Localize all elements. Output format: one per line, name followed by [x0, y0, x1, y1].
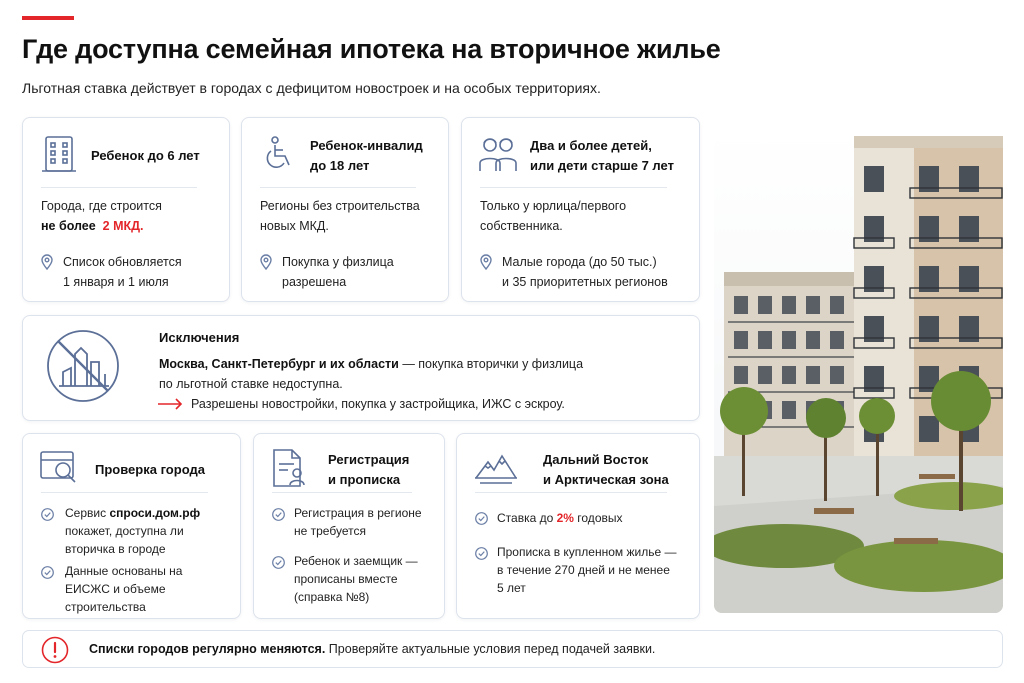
pin-text	[63, 252, 182, 292]
apartment-buildings-image	[714, 126, 1003, 613]
card-body	[480, 196, 685, 236]
body-line: Регионы без строительства	[260, 199, 420, 213]
title-line: Ребенок-инвалид	[310, 138, 423, 153]
check-circle-icon	[41, 566, 54, 579]
pin-line: Список обновляется	[63, 255, 182, 269]
check-item-text	[497, 543, 676, 597]
item-line: в течение 270 дней и не менее	[497, 563, 670, 577]
body-line: новых МКД.	[260, 219, 329, 233]
accent-bar	[22, 16, 74, 20]
arrow-right-icon	[157, 398, 183, 410]
divider	[260, 187, 416, 188]
title-line: до 18 лет	[310, 158, 370, 173]
item-line: Данные основаны на	[65, 564, 183, 578]
map-search-icon	[39, 448, 79, 488]
exceptions-text	[159, 354, 583, 394]
title-line: Два и более детей,	[530, 138, 652, 153]
check-circle-icon	[272, 508, 285, 521]
divider	[41, 187, 197, 188]
pin-line: и 35 приоритетных регионов	[502, 275, 668, 289]
check-circle-icon	[475, 512, 488, 525]
notice-rest: Проверяйте актуальные условия перед подачей заявки.	[325, 642, 656, 656]
card-far-east	[456, 433, 700, 619]
body-bold: не более	[41, 219, 96, 233]
divider	[480, 187, 667, 188]
item-red: 2%	[556, 511, 574, 525]
body-line: Города, где строится	[41, 199, 162, 213]
item-line: Ребенок и заемщик —	[294, 554, 418, 568]
card-title	[530, 136, 674, 176]
pin-line: Покупка у физлица	[282, 255, 394, 269]
card-child-under-6	[22, 117, 230, 302]
pin-line: разрешена	[282, 275, 347, 289]
item-line: (справка №8)	[294, 590, 370, 604]
item-pre: Ставка до	[497, 511, 557, 525]
title-line: и Арктическая зона	[543, 472, 669, 487]
item-line: строительства	[65, 600, 146, 614]
item-line: покажет, доступна ли	[65, 524, 184, 538]
item-line: вторичка в городе	[65, 542, 166, 556]
check-item-text	[497, 509, 623, 527]
buildings-illustration	[714, 126, 1003, 613]
no-city-icon	[45, 328, 121, 404]
notice-text	[89, 642, 655, 656]
item-line: не требуется	[294, 524, 366, 538]
card-registration	[253, 433, 445, 619]
location-pin-icon	[41, 254, 53, 270]
check-item-text	[65, 562, 182, 616]
card-title	[310, 136, 423, 176]
exceptions-rest: — покупка вторички у физлица	[398, 357, 584, 371]
location-pin-icon	[480, 254, 492, 270]
card-body	[41, 196, 215, 236]
item-line: Регистрация в регионе	[294, 506, 422, 520]
body-red: 2 МКД.	[102, 219, 144, 233]
pin-text	[282, 252, 394, 292]
card-title: Проверка города	[95, 462, 205, 477]
divider	[272, 492, 412, 493]
item-post: годовых	[573, 511, 623, 525]
title-line: или дети старше 7 лет	[530, 158, 674, 173]
notice-bar	[22, 630, 1003, 668]
pin-text	[502, 252, 668, 292]
page-subtitle: Льготная ставка действует в городах с дефицитом новостроек и на особых территориях.	[22, 80, 601, 96]
body-line: собственника.	[480, 219, 563, 233]
document-person-icon	[270, 448, 310, 488]
check-item-text	[294, 552, 418, 606]
card-disabled-child	[241, 117, 449, 302]
building-icon	[39, 134, 79, 174]
card-exceptions	[22, 315, 700, 421]
mountains-icon	[473, 448, 519, 488]
item-bold: спроси.дом.рф	[109, 506, 201, 520]
title-line: Дальний Восток	[543, 452, 649, 467]
location-pin-icon	[260, 254, 272, 270]
two-people-icon	[478, 134, 518, 174]
card-city-check	[22, 433, 241, 619]
divider	[41, 492, 208, 493]
check-circle-icon	[41, 508, 54, 521]
warning-icon	[41, 636, 69, 664]
check-item-text	[65, 504, 200, 558]
exceptions-title: Исключения	[159, 330, 240, 345]
title-line: и прописка	[328, 472, 401, 487]
check-circle-icon	[475, 547, 488, 560]
item-pre: Сервис	[65, 506, 110, 520]
item-line: ЕИСЖС и объеме	[65, 582, 166, 596]
card-title: Ребенок до 6 лет	[91, 148, 200, 163]
wheelchair-icon	[258, 134, 298, 174]
card-title	[543, 450, 669, 490]
item-line: прописаны вместе	[294, 572, 398, 586]
item-line: 5 лет	[497, 581, 526, 595]
card-two-children	[461, 117, 700, 302]
card-title	[328, 450, 409, 490]
body-line: Только у юрлица/первого	[480, 199, 627, 213]
check-item-text	[294, 504, 422, 540]
pin-line: Малые города (до 50 тыс.)	[502, 255, 657, 269]
item-line: Прописка в купленном жилье —	[497, 545, 677, 559]
notice-bold: Списки городов регулярно меняются.	[89, 642, 326, 656]
title-line: Регистрация	[328, 452, 410, 467]
card-body	[260, 196, 434, 236]
exceptions-arrow-text: Разрешены новостройки, покупка у застройщика, ИЖС с эскроу.	[191, 397, 565, 411]
divider	[475, 492, 667, 493]
exceptions-line2: по льготной ставке недоступна.	[159, 377, 343, 391]
check-circle-icon	[272, 556, 285, 569]
pin-line: 1 января и 1 июля	[63, 275, 169, 289]
page-title: Где доступна семейная ипотека на вторичное жилье	[22, 34, 721, 64]
exceptions-bold: Москва, Санкт-Петербург и их области	[159, 357, 399, 371]
